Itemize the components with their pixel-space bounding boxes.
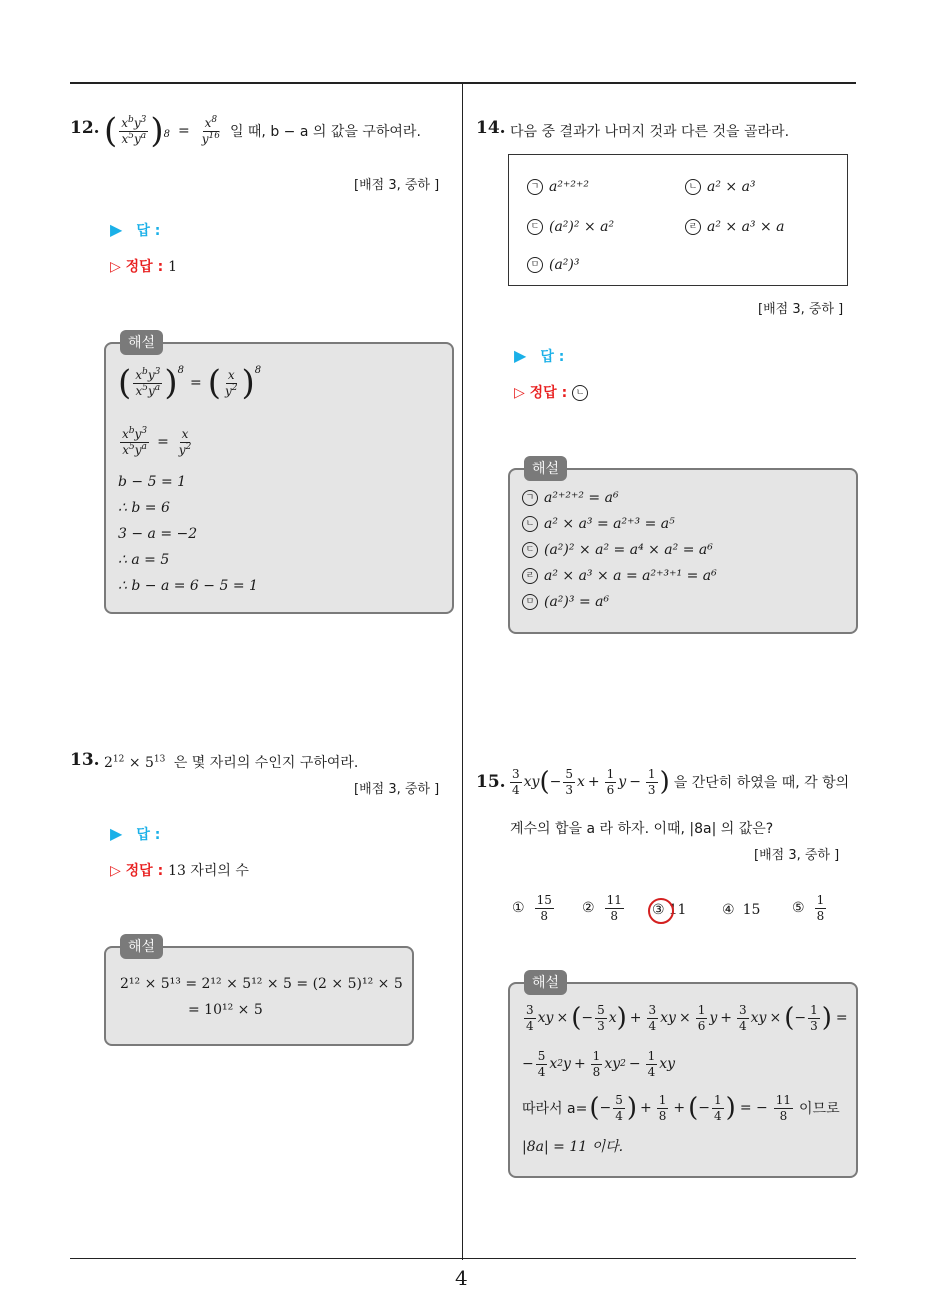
q15-number: 15. bbox=[476, 772, 506, 792]
q15-choice-5[interactable]: ⑤ $\frac{1}{8}$ bbox=[792, 893, 825, 923]
bottom-rule bbox=[70, 1258, 856, 1259]
q14-number: 14. bbox=[476, 118, 506, 138]
q15-choice-2[interactable]: ② $\frac{11}{8}$ bbox=[582, 893, 622, 923]
q14-answer-field[interactable]: ▶ 답 : bbox=[514, 346, 565, 365]
q15-expression: $\frac{3}{4}$ xy ( − $\frac{5}{3}$ x + $\frac{1}{6}$ y − $\frac{1}{3}$ ) 을 간단히 하였을 때, 각 항의 bbox=[512, 767, 850, 798]
q14-options-box bbox=[508, 154, 848, 286]
q12-sol-eq1: ( $\frac{x^by^3}{x^5y^a}$ ) $^8$ = ( $\frac{x}{y^2}$ ) $^8$ bbox=[118, 363, 262, 403]
q13-question: $2^{12} \times 5^{13}$ 은 몇 자리의 수인지 구하여라. bbox=[104, 754, 359, 771]
q14-sol-line4: ㄹ a² × a³ × a = a²⁺³⁺¹ = a⁶ bbox=[522, 568, 717, 584]
q13-solution-tab: 해설 bbox=[120, 934, 163, 959]
play-icon: ▶ bbox=[110, 220, 123, 239]
q13-answer-field[interactable]: ▶ 답 : bbox=[110, 824, 161, 843]
q12-sol-line3: 3 − a = −2 bbox=[118, 526, 198, 542]
q15-sol-eq2: − $\frac{5}{4}$ x 2 y + $\frac{1}{8}$ xy 2 − $\frac{1}{4}$ xy bbox=[522, 1049, 676, 1079]
q13-number: 13. bbox=[70, 750, 100, 770]
q14-option-1[interactable]: ㄱ a²⁺²⁺² bbox=[527, 179, 589, 195]
q12-key: ▷ 정답 : 1 bbox=[110, 259, 177, 275]
q14-solution-box bbox=[508, 461, 858, 634]
q14-sol-line3: ㄷ (a²)² × a² = a⁴ × a² = a⁶ bbox=[522, 542, 713, 558]
q14-option-5[interactable]: ㅁ (a²)³ bbox=[527, 257, 580, 273]
q12-solution-tab: 해설 bbox=[120, 330, 163, 355]
q14-solution-tab: 해설 bbox=[524, 456, 567, 481]
q14-meta: [배점 3, 중하 ] bbox=[758, 302, 844, 317]
q15-choice-4[interactable]: ④ 15 bbox=[722, 902, 761, 918]
selected-choice-mark bbox=[648, 898, 674, 924]
q14-option-3[interactable]: ㄷ (a²)² × a² bbox=[527, 219, 614, 235]
triangle-outline-icon: ▷ bbox=[514, 385, 525, 401]
q12-number: 12. bbox=[70, 118, 100, 138]
play-icon: ▶ bbox=[110, 824, 123, 843]
q15-sol-line4: |8a| = 11 이다. bbox=[522, 1139, 624, 1155]
q15-text: 을 간단히 하였을 때, 각 항의 bbox=[673, 775, 850, 792]
q12-sol-line5: ∴ b − a = 6 − 5 = 1 bbox=[118, 578, 258, 594]
play-icon: ▶ bbox=[514, 346, 527, 365]
column-divider bbox=[462, 84, 463, 1260]
q13-solution-box bbox=[104, 939, 414, 1046]
q13-key: ▷ 정답 : 13 자리의 수 bbox=[110, 863, 249, 879]
q12-sol-line1: b − 5 = 1 bbox=[118, 474, 187, 490]
q14-option-4[interactable]: ㄹ a² × a³ × a bbox=[685, 219, 785, 235]
triangle-outline-icon: ▷ bbox=[110, 863, 121, 879]
q12-sol-line2: ∴ b = 6 bbox=[118, 500, 170, 516]
q15-solution-box bbox=[508, 975, 858, 1178]
q15-sol-eq3: 따라서 a= ( − $\frac{5}{4}$ ) + $\frac{1}{8}$ + ( − $\frac{1}{4}$ ) = − $\frac{11}{8}$ 이므로 bbox=[522, 1093, 840, 1124]
q12-equation: ( $\frac{x^by^3}{x^5y^a}$ ) $^8$ = $\frac{x^8}{y^{16}}$ 일 때, b − a 의 값을 구하여라. bbox=[104, 111, 421, 151]
q12-answer-field[interactable]: ▶ 답 : bbox=[110, 220, 161, 239]
q14-question: 다음 중 결과가 나머지 것과 다른 것을 골라라. bbox=[510, 124, 790, 140]
q15-choice-3[interactable]: ③ 11 bbox=[652, 902, 687, 918]
q12-solution-box bbox=[104, 335, 454, 614]
q14-sol-line1: ㄱ a²⁺²⁺² = a⁶ bbox=[522, 490, 619, 506]
q12-sol-eq2: $\frac{x^by^3}{x^5y^a}$ = $\frac{x}{y^2}$ bbox=[122, 426, 192, 457]
q14-sol-line5: ㅁ (a²)³ = a⁶ bbox=[522, 594, 609, 610]
q13-sol-line1: 2¹² × 5¹³ = 2¹² × 5¹² × 5 = (2 × 5)¹² × 5 bbox=[120, 976, 403, 992]
triangle-outline-icon: ▷ bbox=[110, 259, 121, 275]
q15-text-line2: 계수의 합을 a 라 하자. 이때, |8a| 의 값은? bbox=[510, 821, 774, 837]
q13-meta: [배점 3, 중하 ] bbox=[354, 782, 440, 797]
q12-meta: [배점 3, 중하 ] bbox=[354, 178, 440, 193]
q13-sol-line2: = 10¹² × 5 bbox=[188, 1002, 263, 1018]
q14-sol-line2: ㄴ a² × a³ = a²⁺³ = a⁵ bbox=[522, 516, 675, 532]
q12-sol-line4: ∴ a = 5 bbox=[118, 552, 170, 568]
page-number: 4 bbox=[455, 1266, 468, 1290]
q15-sol-eq1: $\frac{3}{4}$ xy × ( − $\frac{5}{3}$ x ) + $\frac{3}{4}$ xy × $\frac{1}{6}$ y + $\frac{3}{4}$ xy × ( − $\frac{1}{3}$ ) = bbox=[526, 1003, 848, 1034]
q15-solution-tab: 해설 bbox=[524, 970, 567, 995]
q15-meta: [배점 3, 중하 ] bbox=[754, 848, 840, 863]
top-rule bbox=[70, 82, 856, 84]
q14-key: ▷ 정답 : ㄴ bbox=[514, 382, 594, 402]
q14-option-2[interactable]: ㄴ a² × a³ bbox=[685, 179, 756, 195]
q15-choice-1[interactable]: ① $\frac{15}{8}$ bbox=[512, 893, 552, 923]
q12-text: 일 때, b − a 의 값을 구하여라. bbox=[229, 124, 421, 140]
